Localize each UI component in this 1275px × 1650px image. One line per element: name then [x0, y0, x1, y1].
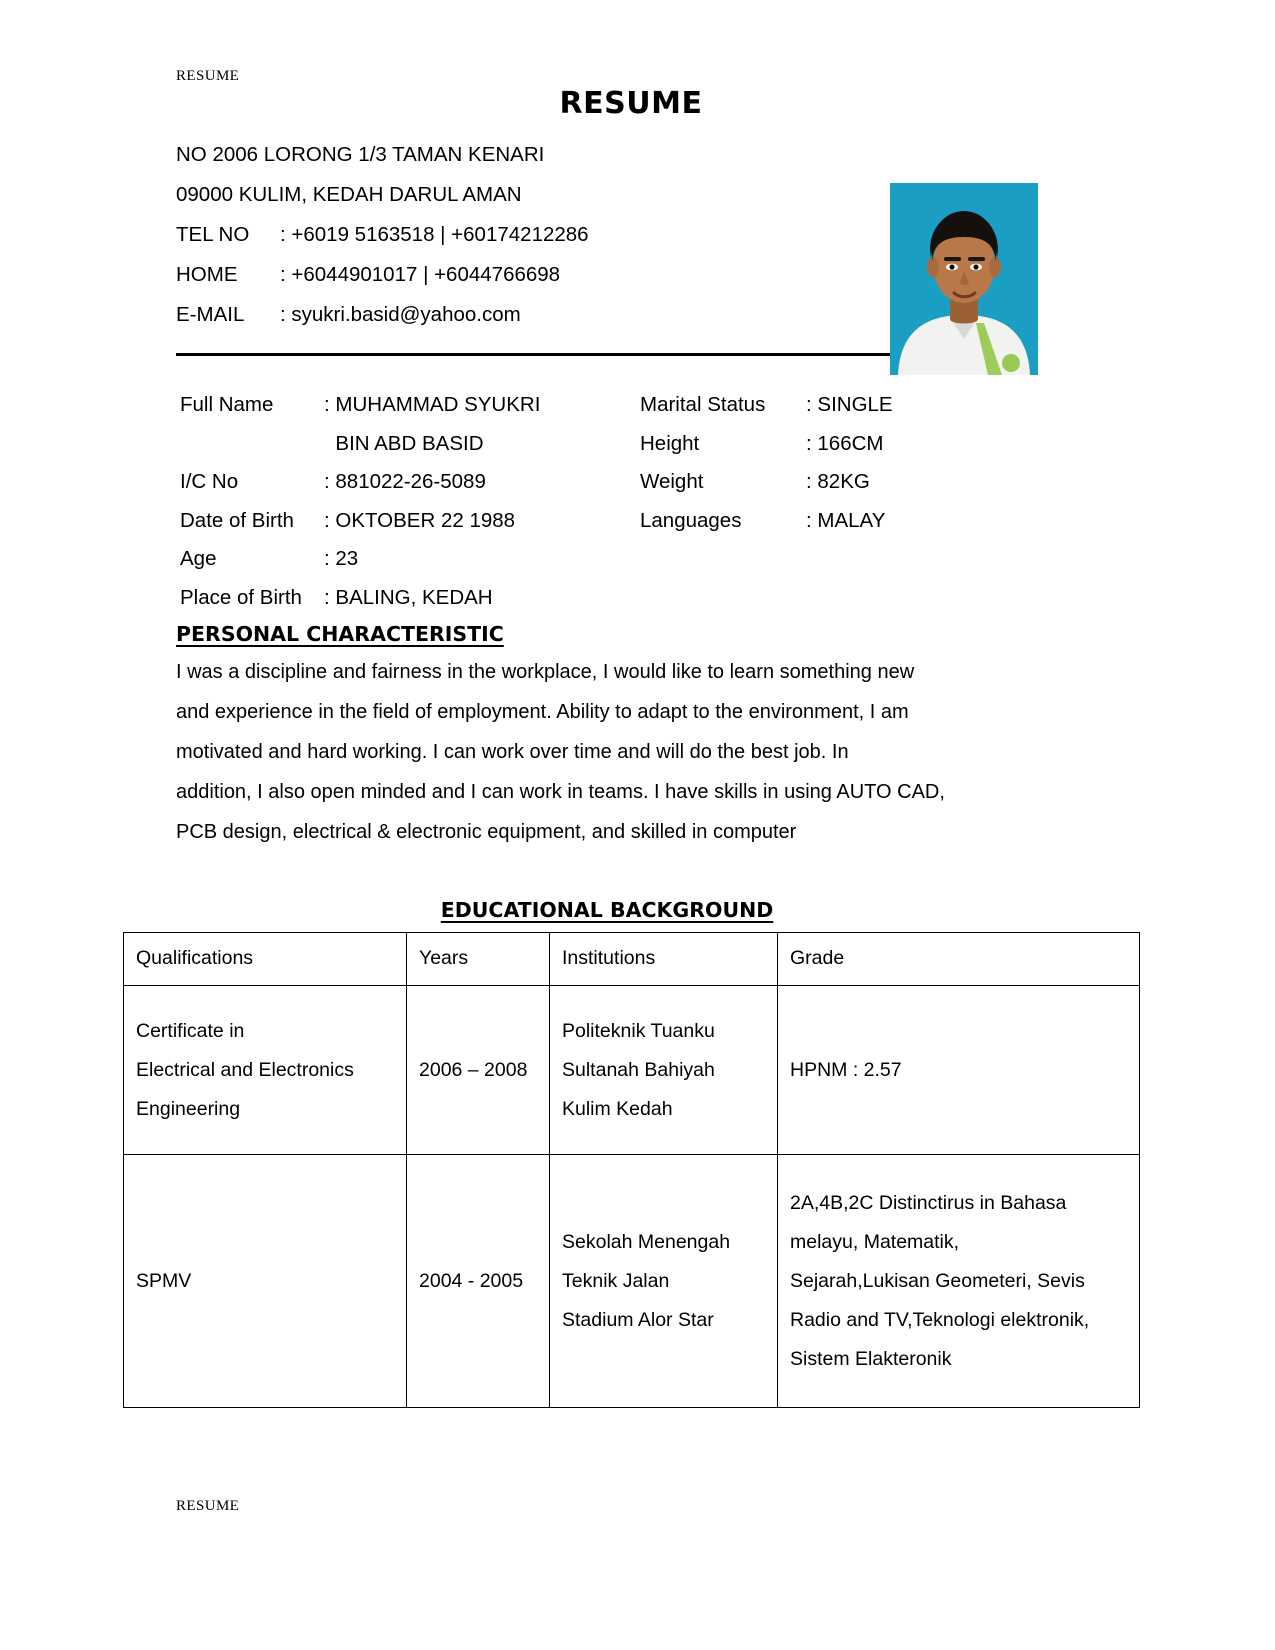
detail-key: Height: [640, 431, 700, 455]
educational-background-section: [136, 898, 1090, 1408]
photo-illustration: [890, 183, 1038, 375]
detail-row-full-name-continued: [180, 425, 610, 464]
cell-line: Certificate in: [136, 1019, 245, 1042]
cell-institution: [550, 986, 778, 1155]
running-header: RESUME: [176, 68, 240, 84]
column-header-qualifications: Qualifications: [124, 933, 407, 986]
address-line-2: 09000 KULIM, KEDAH DARUL AMAN: [176, 183, 522, 206]
paragraph-line: and experience in the field of employment. Ability to adapt to the environment, I am: [176, 701, 909, 723]
table-row: [124, 986, 1140, 1155]
detail-value: : MUHAMMAD SYUKRI: [324, 393, 541, 416]
detail-value: : 23: [324, 547, 359, 570]
detail-key: Age: [180, 547, 217, 570]
column-header-years: Years: [407, 933, 550, 986]
personal-characteristic-text: [176, 652, 1036, 852]
detail-value: : BALING, KEDAH: [324, 585, 493, 609]
cell-line: Sultanah Bahiyah: [562, 1058, 715, 1081]
contact-block: [176, 135, 1038, 356]
detail-row-full-name: [180, 386, 610, 425]
table-header-row: [124, 933, 1140, 986]
cell-institution: [550, 1155, 778, 1408]
home-phone-label: HOME: [176, 263, 238, 286]
personal-characteristic-heading: PERSONAL CHARACTERISTIC: [176, 622, 504, 646]
cell-line: Electrical and Electronics: [136, 1058, 354, 1081]
detail-row-date-of-birth: [180, 502, 610, 541]
cell-line: Kulim Kedah: [562, 1097, 673, 1120]
detail-row-age: [180, 540, 610, 579]
passport-photo: [890, 183, 1038, 375]
paragraph-line: PCB design, electrical & electronic equipment, and skilled in computer: [176, 821, 797, 843]
education-table: [123, 932, 1140, 1408]
cell-line: Politeknik Tuanku: [562, 1019, 715, 1042]
cell-qualification: SPMV: [124, 1155, 407, 1408]
detail-key: Place of Birth: [180, 585, 302, 609]
address-line-1: NO 2006 LORONG 1/3 TAMAN KENARI: [176, 143, 545, 166]
cell-line: 2A,4B,2C Distinctirus in Bahasa: [790, 1191, 1067, 1214]
column-header-grade: Grade: [778, 933, 1140, 986]
email-row: [176, 295, 876, 335]
detail-key: Languages: [640, 508, 742, 532]
cell-grade: HPNM : 2.57: [778, 986, 1140, 1155]
educational-background-heading: EDUCATIONAL BACKGROUND: [440, 898, 774, 922]
table-row: [124, 1155, 1140, 1408]
detail-value: : 82KG: [806, 470, 870, 493]
detail-value: : OKTOBER 22 1988: [324, 508, 516, 532]
telephone-value: : +6019 5163518 | +60174212286: [280, 223, 589, 246]
detail-value: : MALAY: [806, 508, 886, 532]
detail-value: : 166CM: [806, 431, 884, 455]
email-value: : syukri.basid@yahoo.com: [280, 303, 521, 326]
personal-details-right-column: [640, 386, 1040, 540]
cell-line: Sekolah Menengah: [562, 1230, 731, 1253]
home-phone-value: : +6044901017 | +6044766698: [280, 263, 561, 286]
paragraph-line: addition, I also open minded and I can work in teams. I have skills in using AUTO CAD,: [176, 781, 945, 803]
detail-key: Date of Birth: [180, 508, 294, 532]
personal-details: [176, 386, 1038, 622]
detail-key: Marital Status: [640, 393, 766, 416]
detail-value: : 881022-26-5089: [324, 470, 486, 493]
detail-key: Weight: [640, 470, 704, 493]
cell-line: Teknik Jalan: [562, 1269, 670, 1292]
detail-row-marital-status: [640, 386, 1040, 425]
cell-line: Sistem Elakteronik: [790, 1347, 952, 1370]
contact-lines: [176, 135, 876, 335]
detail-key: I/C No: [180, 470, 239, 493]
column-header-institutions: Institutions: [550, 933, 778, 986]
paragraph-line: I was a discipline and fairness in the workplace, I would like to learn something new: [176, 661, 915, 683]
personal-details-left-column: [180, 386, 610, 617]
paragraph-line: motivated and hard working. I can work over time and will do the best job. In: [176, 741, 849, 763]
document-content: [136, 86, 1090, 1408]
telephone-label: TEL NO: [176, 223, 250, 246]
running-footer: RESUME: [176, 1498, 240, 1514]
detail-row-place-of-birth: [180, 579, 610, 618]
cell-years: 2004 - 2005: [407, 1155, 550, 1408]
telephone-row: [176, 215, 876, 255]
detail-row-height: [640, 425, 1040, 464]
cell-line: Radio and TV,Teknologi elektronik,: [790, 1308, 1090, 1331]
cell-line: Stadium Alor Star: [562, 1308, 714, 1331]
cell-line: Sejarah,Lukisan Geometeri, Sevis: [790, 1269, 1085, 1292]
detail-row-ic-no: [180, 463, 610, 502]
detail-value: BIN ABD BASID: [324, 431, 484, 455]
cell-line: melayu, Matematik,: [790, 1230, 960, 1253]
cell-years: 2006 – 2008: [407, 986, 550, 1155]
detail-value: : SINGLE: [806, 393, 893, 416]
cell-grade: [778, 1155, 1140, 1408]
home-phone-row: [176, 255, 876, 295]
detail-key: Full Name: [180, 393, 274, 416]
cell-line: Engineering: [136, 1097, 241, 1120]
detail-row-weight: [640, 463, 1040, 502]
personal-characteristic-section: [176, 622, 1038, 852]
detail-row-languages: [640, 502, 1040, 541]
email-label: E-MAIL: [176, 303, 245, 326]
cell-qualification: [124, 986, 407, 1155]
page-title: RESUME: [559, 86, 703, 121]
